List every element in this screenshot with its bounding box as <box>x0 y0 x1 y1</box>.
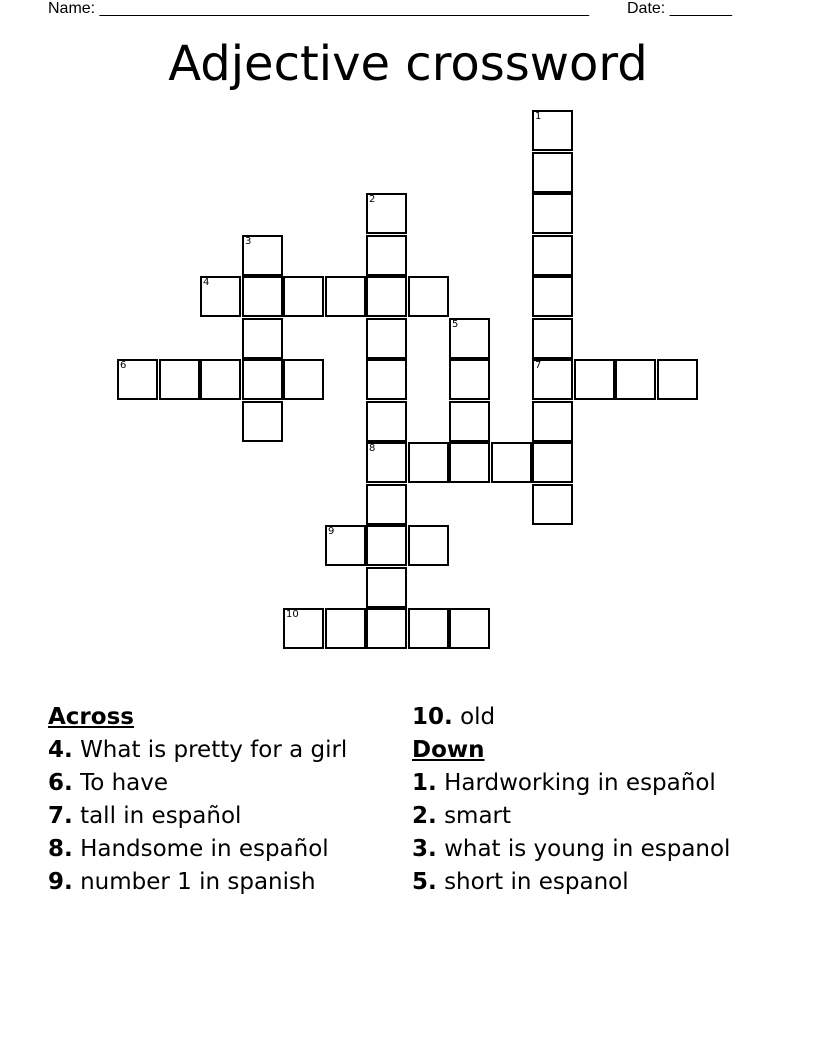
crossword-cell[interactable] <box>532 152 573 193</box>
crossword-cell[interactable] <box>242 235 283 276</box>
crossword-cell[interactable] <box>532 110 573 151</box>
crossword-cell[interactable] <box>532 318 573 359</box>
clue-text: To have <box>80 770 169 796</box>
crossword-cell[interactable] <box>242 401 283 442</box>
crossword-cell[interactable] <box>366 235 407 276</box>
crossword-cell[interactable] <box>532 442 573 483</box>
crossword-cell[interactable] <box>449 359 490 400</box>
crossword-cell[interactable] <box>532 484 573 525</box>
crossword-cell[interactable] <box>366 359 407 400</box>
clue-across-10 <box>412 703 752 731</box>
crossword-cell[interactable] <box>366 608 407 649</box>
clue-text: what is young in espanol <box>444 836 731 862</box>
clues-column-right <box>412 703 752 901</box>
clue-down-2 <box>412 802 752 830</box>
crossword-cell[interactable] <box>449 401 490 442</box>
clue-number: 6. <box>48 770 73 796</box>
clue-text: old <box>460 704 496 730</box>
clue-text: Handsome in español <box>80 836 329 862</box>
crossword-cell[interactable] <box>283 608 324 649</box>
clue-text: Hardworking in español <box>444 770 716 796</box>
crossword-cell[interactable] <box>491 442 532 483</box>
crossword-cell[interactable] <box>532 401 573 442</box>
name-field-line: Name: _______________________________________________________ <box>48 0 589 17</box>
clue-number: 5. <box>412 869 437 895</box>
clue-number: 3. <box>412 836 437 862</box>
crossword-cell[interactable] <box>532 193 573 234</box>
clue-down-5 <box>412 868 752 896</box>
clue-down-1 <box>412 769 752 797</box>
clue-text: short in espanol <box>444 869 629 895</box>
crossword-cell[interactable] <box>325 608 366 649</box>
crossword-cell[interactable] <box>200 276 241 317</box>
clue-number: 10. <box>412 704 453 730</box>
clue-across-7 <box>48 802 358 830</box>
cell-number: 8 <box>369 443 376 454</box>
crossword-cell[interactable] <box>366 567 407 608</box>
cell-number: 9 <box>328 526 335 537</box>
crossword-cell[interactable] <box>449 318 490 359</box>
clue-across-4 <box>48 736 358 764</box>
crossword-cell[interactable] <box>366 525 407 566</box>
clue-text: tall in español <box>80 803 242 829</box>
clue-number: 7. <box>48 803 73 829</box>
crossword-cell[interactable] <box>159 359 200 400</box>
clue-text: What is pretty for a girl <box>80 737 348 763</box>
clue-number: 4. <box>48 737 73 763</box>
crossword-cell[interactable] <box>532 235 573 276</box>
crossword-cell[interactable] <box>325 276 366 317</box>
crossword-cell[interactable] <box>657 359 698 400</box>
crossword-cell[interactable] <box>366 193 407 234</box>
clue-down-3 <box>412 835 752 863</box>
cell-number: 2 <box>369 194 376 205</box>
crossword-cell[interactable] <box>449 442 490 483</box>
cell-number: 7 <box>535 360 542 371</box>
crossword-cell[interactable] <box>532 276 573 317</box>
crossword-cell[interactable] <box>242 359 283 400</box>
clue-across-9 <box>48 868 358 896</box>
crossword-cell[interactable] <box>574 359 615 400</box>
crossword-cell[interactable] <box>366 442 407 483</box>
cell-number: 6 <box>120 360 127 371</box>
crossword-cell[interactable] <box>615 359 656 400</box>
cell-number: 3 <box>245 236 252 247</box>
crossword-cell[interactable] <box>449 608 490 649</box>
crossword-cell[interactable] <box>117 359 158 400</box>
crossword-cell[interactable] <box>366 401 407 442</box>
down-heading: Down <box>412 737 485 763</box>
crossword-cell[interactable] <box>408 608 449 649</box>
clue-number: 2. <box>412 803 437 829</box>
clue-text: smart <box>444 803 512 829</box>
cell-number: 1 <box>535 111 542 122</box>
crossword-cell[interactable] <box>242 276 283 317</box>
crossword-cell[interactable] <box>408 442 449 483</box>
clue-number: 9. <box>48 869 73 895</box>
clues-column-left <box>48 703 358 901</box>
clue-across-6 <box>48 769 358 797</box>
cell-number: 10 <box>286 609 299 620</box>
clue-number: 8. <box>48 836 73 862</box>
clue-text: number 1 in spanish <box>80 869 316 895</box>
clue-number: 1. <box>412 770 437 796</box>
crossword-cell[interactable] <box>325 525 366 566</box>
crossword-cell[interactable] <box>283 359 324 400</box>
crossword-cell[interactable] <box>242 318 283 359</box>
clue-across-8 <box>48 835 358 863</box>
crossword-cell[interactable] <box>283 276 324 317</box>
date-field-line: Date: _______ <box>627 0 732 17</box>
crossword-cell[interactable] <box>200 359 241 400</box>
crossword-cell[interactable] <box>366 318 407 359</box>
crossword-cell[interactable] <box>408 276 449 317</box>
page-title: Adjective crossword <box>168 36 648 92</box>
crossword-cell[interactable] <box>408 525 449 566</box>
crossword-cell[interactable] <box>532 359 573 400</box>
crossword-cell[interactable] <box>366 484 407 525</box>
across-heading: Across <box>48 704 134 730</box>
cell-number: 4 <box>203 277 210 288</box>
crossword-cell[interactable] <box>366 276 407 317</box>
cell-number: 5 <box>452 319 459 330</box>
